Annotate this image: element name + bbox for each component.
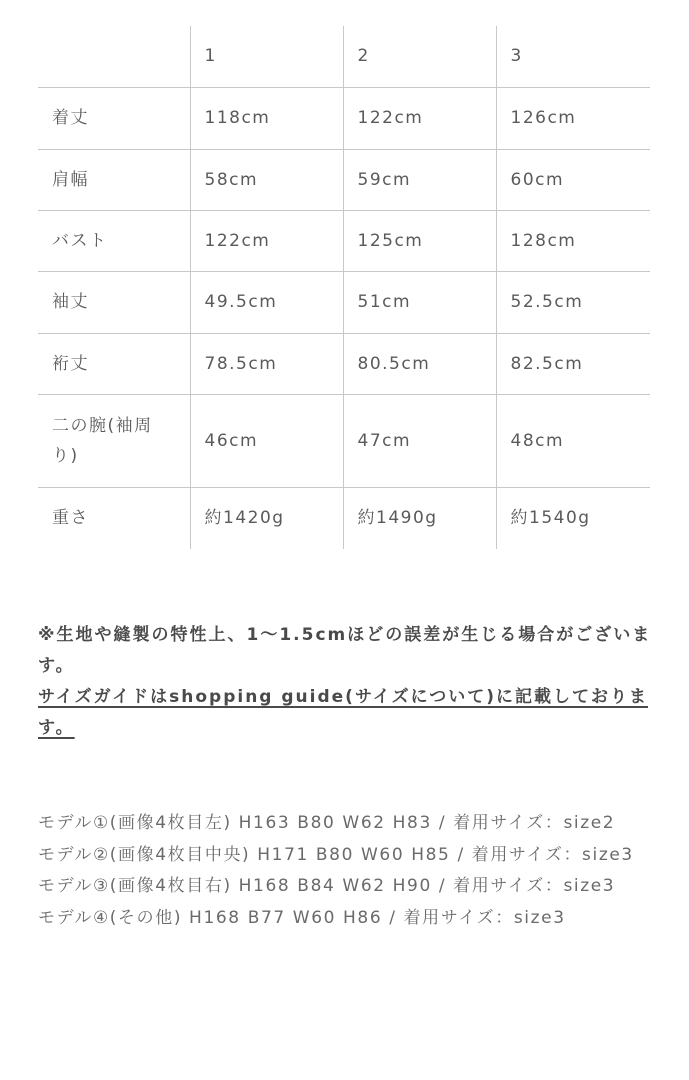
table-cell: 46cm	[190, 394, 343, 487]
table-cell: 59cm	[343, 149, 496, 210]
table-row	[38, 394, 650, 487]
table-cell: 約1420g	[190, 487, 343, 549]
table-cell: 48cm	[496, 394, 650, 487]
table-row	[38, 149, 650, 210]
table-cell: 122cm	[190, 210, 343, 271]
row-label: 着丈	[38, 87, 190, 149]
table-cell: 58cm	[190, 149, 343, 210]
row-label: 裄丈	[38, 333, 190, 394]
table-cell: 49.5cm	[190, 271, 343, 333]
model-info-section	[38, 808, 658, 934]
notes-section	[38, 620, 658, 744]
table-cell: 47cm	[343, 394, 496, 487]
table-cell: 52.5cm	[496, 271, 650, 333]
table-row	[38, 87, 650, 149]
size-table	[38, 26, 650, 549]
header-cell: 2	[343, 26, 496, 87]
table-cell: 80.5cm	[343, 333, 496, 394]
table-cell: 126cm	[496, 87, 650, 149]
row-label: バスト	[38, 210, 190, 271]
row-label: 二の腕(袖周り)	[38, 394, 190, 487]
header-cell: 1	[190, 26, 343, 87]
model-info-line: モデル①(画像4枚目左) H163 B80 W62 H83 / 着用サイズ：size2	[38, 813, 616, 833]
table-cell: 128cm	[496, 210, 650, 271]
table-cell: 約1490g	[343, 487, 496, 549]
table-cell: 51cm	[343, 271, 496, 333]
model-info-line: モデル③(画像4枚目右) H168 B84 W62 H90 / 着用サイズ：size3	[38, 876, 616, 896]
row-label: 肩幅	[38, 149, 190, 210]
table-cell: 82.5cm	[496, 333, 650, 394]
row-label: 袖丈	[38, 271, 190, 333]
table-cell: 約1540g	[496, 487, 650, 549]
table-row	[38, 271, 650, 333]
tolerance-note: ※生地や縫製の特性上、1〜1.5cmほどの誤差が生じる場合がございます。	[38, 625, 652, 676]
table-cell: 60cm	[496, 149, 650, 210]
table-cell: 78.5cm	[190, 333, 343, 394]
table-cell: 122cm	[343, 87, 496, 149]
header-cell	[38, 26, 190, 87]
model-info-line: モデル②(画像4枚目中央) H171 B80 W60 H85 / 着用サイズ：size3	[38, 844, 634, 865]
row-label: 重さ	[52, 508, 89, 529]
table-row	[38, 333, 650, 394]
size-guide-link[interactable]: サイズガイドはshopping guide(サイズについて)に記載しております。	[38, 687, 649, 738]
table-header-row	[38, 26, 650, 87]
table-row	[38, 210, 650, 271]
model-info-line: モデル④(その他) H168 B77 W60 H86 / 着用サイズ：size3	[38, 907, 566, 928]
table-row	[38, 487, 650, 549]
table-cell: 118cm	[190, 87, 343, 149]
header-cell: 3	[496, 26, 650, 87]
table-cell: 125cm	[343, 210, 496, 271]
